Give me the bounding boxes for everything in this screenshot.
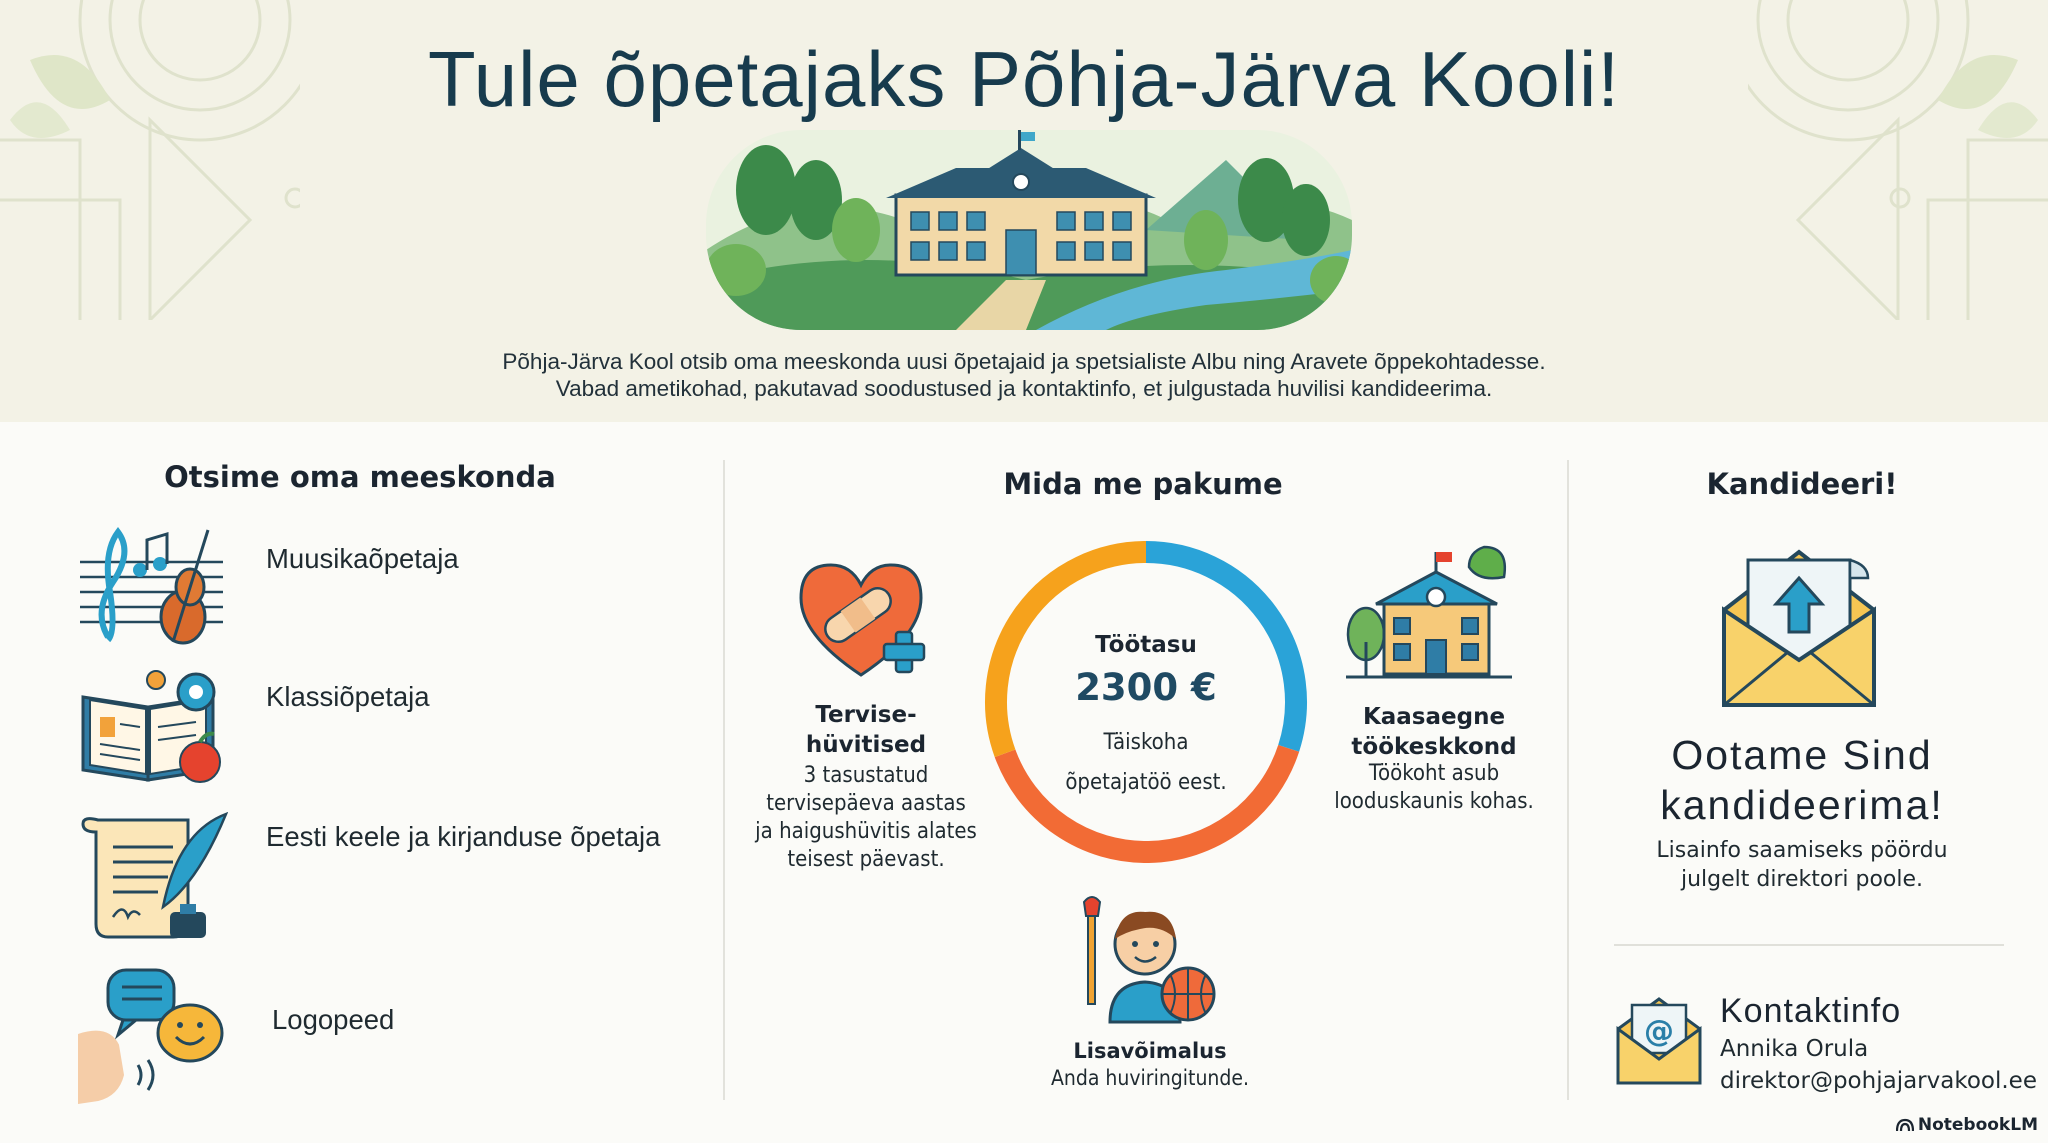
- workplace-text: [1304, 760, 1564, 816]
- health-title-line-2: hüvitised: [805, 732, 927, 758]
- salary-amount: 2300 €: [1075, 666, 1217, 709]
- apply-heading: Kandideeri!: [1706, 467, 1898, 501]
- apply-callout-line-2: kandideerima!: [1660, 782, 1944, 828]
- position-label-music: Muusikaõpetaja: [266, 543, 459, 574]
- notebooklm-brand: [1896, 1115, 2038, 1135]
- speech-icon: [78, 965, 228, 1105]
- music-icon: [78, 522, 228, 647]
- intro-line-2: Vabad ametikohad, pakutavad soodustused ja kontaktinfo, et julgustada huvilisi kandideerima.: [555, 376, 1493, 401]
- extra-text: Anda huviringitunde.: [1050, 1066, 1250, 1090]
- position-label-speech-therapist: Logopeed: [272, 1004, 395, 1035]
- svg-text:@: @: [1644, 1014, 1674, 1049]
- hero-banner: [0, 0, 2048, 422]
- workplace-text-line-2: looduskaunis kohas.: [1334, 789, 1534, 814]
- column-divider-2: [1567, 460, 1569, 1100]
- positions-heading: Otsime oma meeskonda: [164, 460, 556, 494]
- contact-title: Kontaktinfo: [1720, 992, 1902, 1030]
- page-title: Tule õpetajaks Põhja-Järva Kooli!: [427, 35, 1621, 123]
- workplace-text-line-1: Töökoht asub: [1368, 761, 1500, 786]
- position-item-speech-therapist: [78, 965, 698, 1105]
- envelope-upload-icon: [1718, 540, 1880, 710]
- position-item-class-teacher: [78, 662, 698, 802]
- health-text-line-4: teisest päevast.: [787, 847, 945, 872]
- position-label-estonian-teacher: Eesti keele ja kirjanduse õpetaja: [266, 821, 661, 852]
- school-building-icon: [1344, 542, 1514, 682]
- notebooklm-logo-icon: [1896, 1118, 1914, 1132]
- health-benefits-title: [746, 700, 986, 760]
- salary-title: Töötasu: [1095, 632, 1197, 658]
- workplace-title-line-1: Kaasaegne: [1362, 704, 1506, 730]
- child-brush-ball-icon: [1080, 894, 1220, 1024]
- health-benefits-text: [736, 762, 996, 874]
- health-text-line-1: 3 tasustatud: [803, 763, 929, 788]
- intro-line-1: Põhja-Järva Kool otsib oma meeskonda uusi õpetajaid ja spetsialiste Albu ning Aravete õppekohtadesse.: [502, 349, 1546, 374]
- position-label-class-teacher: Klassiõpetaja: [266, 681, 430, 712]
- intro-text: [0, 348, 2048, 402]
- position-item-estonian-teacher: [78, 812, 698, 952]
- workplace-title: [1314, 702, 1554, 762]
- apply-info-line-1: Lisainfo saamiseks pöördu: [1656, 838, 1948, 863]
- apply-info-line-2: julgelt direktori poole.: [1680, 867, 1924, 892]
- email-envelope-icon: [1614, 995, 1704, 1087]
- contact-email[interactable]: direktor@pohjajarvakool.ee: [1720, 1068, 2037, 1094]
- apply-info: [1596, 836, 2008, 894]
- salary-note-line-2: õpetajatöö eest.: [1065, 770, 1227, 795]
- offer-heading: Mida me pakume: [1003, 467, 1283, 501]
- book-gear-icon: [78, 662, 228, 792]
- heart-bandage-icon: [796, 560, 936, 685]
- apply-callout-line-1: Ootame Sind: [1671, 732, 1933, 778]
- column-divider-1: [723, 460, 725, 1100]
- contact-name: Annika Orula: [1720, 1036, 1869, 1062]
- salary-note: [1026, 723, 1266, 803]
- health-text-line-3: ja haigushüvitis alates: [755, 819, 977, 844]
- section-separator: [1614, 944, 2004, 946]
- apply-callout: [1596, 730, 2008, 830]
- health-text-line-2: tervisepäeva aastas: [766, 791, 966, 816]
- brand-label: NotebookLM: [1917, 1115, 2038, 1135]
- position-item-music: [78, 522, 698, 662]
- workplace-title-line-2: töökeskkond: [1351, 734, 1517, 760]
- salary-note-line-1: Täiskoha: [1103, 730, 1189, 755]
- health-title-line-1: Tervise-: [815, 702, 917, 728]
- school-landscape-illustration: [706, 130, 1352, 330]
- scroll-quill-icon: [78, 812, 228, 942]
- extra-title: Lisavõimalus: [1073, 1039, 1227, 1063]
